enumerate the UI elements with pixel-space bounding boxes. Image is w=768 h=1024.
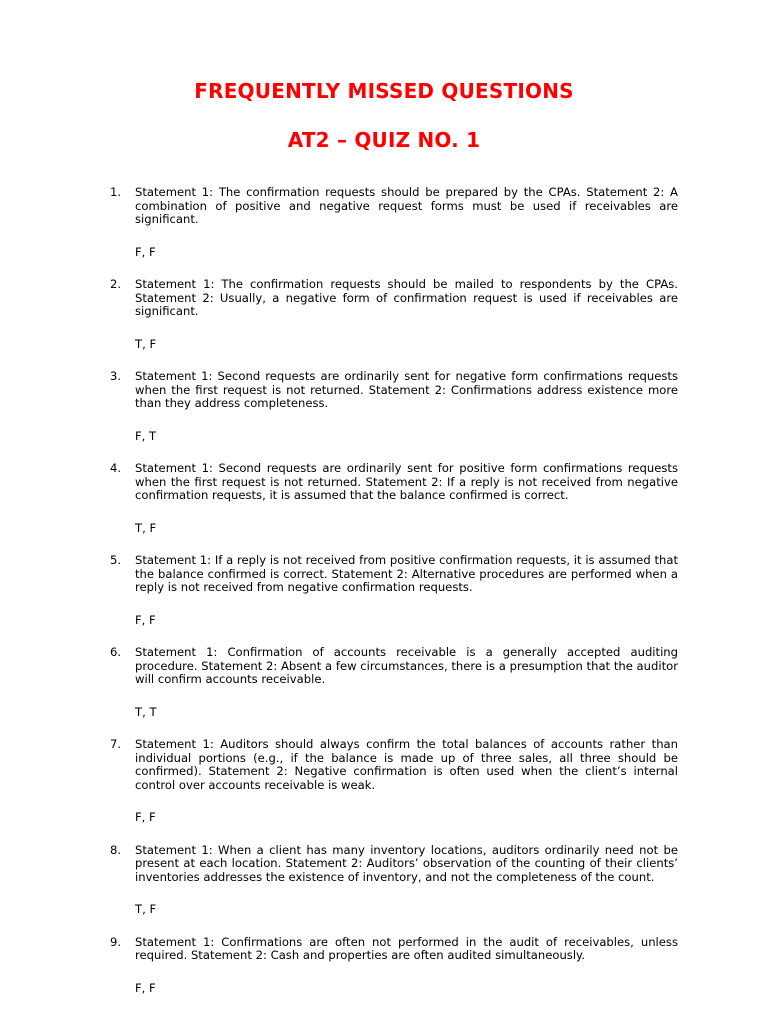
question-answer: T, T: [135, 704, 157, 719]
question-item: [110, 554, 678, 627]
question-text: Statement 1: Confirmation of accounts receivable is a generally accepted auditing procedure. Statement 2: Absent a few circumstances, there is a presumption that the auditor will confirm accounts receivable.: [135, 645, 678, 686]
question-answer: T, F: [135, 336, 157, 351]
question-text: Statement 1: Confirmations are often not performed in the audit of receivables, unless required. Statement 2: Cash and properties are often audited simultaneously.: [135, 934, 678, 962]
question-answer: F, F: [135, 244, 156, 259]
question-answer: F, T: [135, 428, 157, 443]
question-number: 2.: [110, 277, 122, 291]
question-item: [110, 646, 678, 719]
question-item: [110, 278, 678, 351]
question-text: Statement 1: When a client has many inventory locations, auditors ordinarily need not be present at each location. Statement 2: Auditors’ observation of the counting of their clients’ inventories addresses the existence of inventory, and not the completeness of the count.: [135, 842, 678, 884]
question-text: Statement 1: The confirmation requests should be prepared by the CPAs. Statement 2: A combination of positive and negative request forms must be used if receivables are significant.: [135, 185, 678, 226]
question-item: [110, 370, 678, 443]
question-answer: T, F: [135, 520, 157, 535]
question-answer: F, F: [135, 612, 156, 627]
question-text: Statement 1: Second requests are ordinarily sent for negative form confirmations requests when the first request is not returned. Statement 2: Confirmations address existence more than they address completeness.: [135, 369, 678, 410]
question-item: [110, 844, 678, 917]
question-number: 3.: [110, 369, 122, 383]
question-number: 8.: [110, 842, 122, 857]
question-text: Statement 1: Second requests are ordinarily sent for positive form confirmations requests when the first request is not returned. Statement 2: If a reply is not received from negative confirmation requests, it is assumed that the balance confirmed is correct.: [135, 461, 678, 502]
question-answer: F, F: [135, 810, 156, 824]
question-number: 5.: [110, 553, 122, 567]
question-list: [110, 186, 678, 1014]
page-title: FREQUENTLY MISSED QUESTIONS: [194, 79, 574, 103]
question-text: Statement 1: If a reply is not received from positive confirmation requests, it is assumed that the balance confirmed is correct. Statement 2: Alternative procedures are performed when a reply is not received from negative confirmation requests.: [135, 553, 678, 594]
question-number: 6.: [110, 645, 122, 659]
page-subtitle: AT2 – QUIZ NO. 1: [287, 128, 481, 152]
question-item: [110, 462, 678, 535]
question-answer: F, F: [135, 980, 156, 995]
question-text: Statement 1: Auditors should always confirm the total balances of accounts rather than individual portions (e.g., if the balance is made up of three sales, all three should be confirmed). Statement 2: Negative confirmation is often used when the client’s internal control over accounts receivable is weak.: [135, 737, 678, 792]
question-item: [110, 936, 678, 996]
question-number: 4.: [110, 461, 122, 475]
question-number: 9.: [110, 934, 122, 949]
question-number: 1.: [110, 185, 122, 199]
question-item: [110, 738, 678, 825]
question-number: 7.: [110, 737, 122, 751]
question-answer: T, F: [135, 902, 157, 916]
question-item: [110, 186, 678, 259]
question-text: Statement 1: The confirmation requests should be mailed to respondents by the CPAs. Statement 2: Usually, a negative form of confirmation request is used if receivables are significant.: [135, 277, 678, 318]
